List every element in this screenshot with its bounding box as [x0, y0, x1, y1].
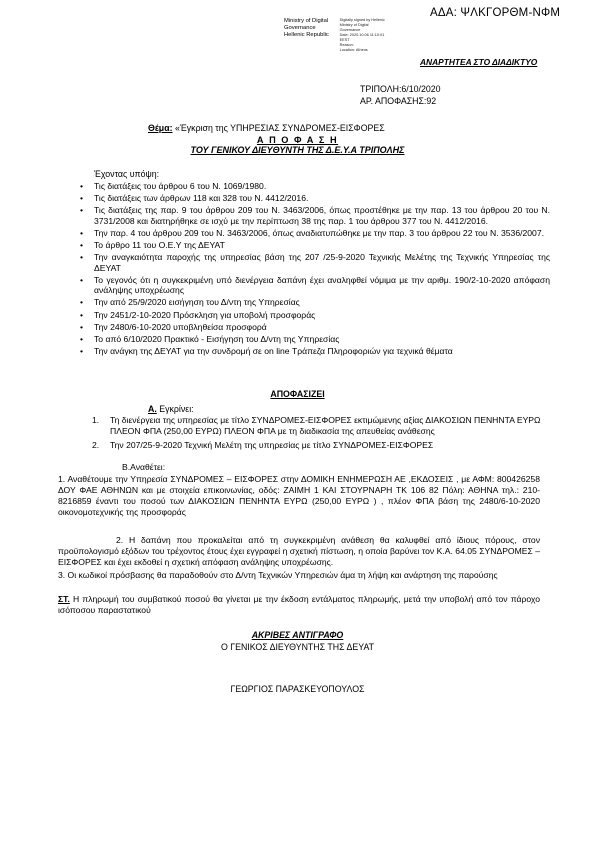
approve-text: Εγκρίνει: [156, 404, 194, 414]
signature-detail-line: Location: Athens [339, 48, 368, 52]
approve-list [92, 415, 547, 454]
approve-heading [148, 404, 194, 415]
decides-heading: ΑΠΟΦΑΣΙΖΕΙ [270, 389, 325, 399]
approve-label: Α. [148, 404, 157, 414]
director-title: ΤΟΥ ΓΕΝΙΚΟΥ ΔΙΕΥΘΥΝΤΗ ΤΗΣ Δ.Ε.Υ.Α ΤΡΙΠΟΛΗΣ [190, 145, 405, 155]
issuer-line: Ministry of Digital [284, 18, 329, 24]
payment-label: ΣΤ. [58, 594, 70, 604]
signature-detail-line: Digitally signed by Hellenic [339, 18, 385, 22]
consideration-item: • Τις διατάξεις της παρ. 9 του άρθρου 209 του Ν. 3463/2006, όπως προστέθηκε με την παρ. 13 του άρθρου 20 του Ν. 3731/2008 και διατηρήθηκε σε ισχύ με την περίπτωση 38 της παρ. 1 του άρθρου 377 του Ν. 4412/2016. [80, 205, 550, 226]
general-manager-title: Ο ΓΕΝΙΚΟΣ ΔΙΕΥΘΥΝΤΗΣ ΤΗΣ ΔΕΥΑΤ [220, 642, 375, 652]
signature-issuer [284, 18, 336, 39]
consideration-item: • Την από 25/9/2020 εισήγηση του Δ/ντη της Υπηρεσίας [80, 297, 550, 308]
place-date: ΤΡΙΠΟΛΗ:6/10/2020 [360, 84, 441, 94]
consideration-item: • Τις διατάξεις των άρθρων 118 και 328 του Ν. 4412/2016. [80, 193, 550, 204]
ada-code: ΑΔΑ: ΨΛΚΓΟΡΘΜ-ΝΦΜ [430, 7, 561, 19]
consideration-item: • Την παρ. 4 του άρθρου 209 του Ν. 3463/2006, όπως αναδιατυπώθηκε με την παρ. 3 του άρθρου 22 του Ν. 3536/2007. [80, 228, 550, 239]
consideration-item: • Το γεγονός ότι η συγκεκριμένη υπό διενέργεια δαπάνη έχει αναληφθεί νόμιμα με την αριθμ. 190/2-10-2020 απόφαση ανάληψης υποχρέωσης [80, 275, 550, 296]
signature-details [340, 18, 385, 53]
signature-detail-line: Ministry of Digital [339, 23, 369, 27]
issuer-line: Hellenic Republic [284, 32, 329, 38]
consideration-item: • Την 2451/2-10-2020 Πρόσκληση για υποβολή προσφοράς [80, 310, 550, 321]
decision-title: Α Π Ο Φ Α Σ Η [256, 135, 339, 145]
consideration-item: • Την ανάγκη της ΔΕΥΑΤ για την συνδρομή σε on line Τράπεζα Πληροφοριών για τεχνικά θέματα [80, 346, 550, 357]
signature-detail-line: Governance [339, 28, 361, 32]
approve-item-text: Τη διενέργεια της υπηρεσίας με τίτλο ΣΥΝΔΡΟΜΕΣ-ΕΙΣΦΟΡΕΣ εκτιμώμενης αξίας ΔΙΑΚΟΣΙΩΝ ΠΕΝΗΝΤΑ ΕΥΡΩ ΠΛΕΟΝ ΦΠΑ (250,00 ΕΥΡΩ) ΠΛΕΟΝ ΦΠΑ με τη διαδικασία της απευθείας ανάθεσης [110, 415, 541, 436]
approve-item [92, 415, 547, 437]
funding-paragraph: 2. Η δαπάνη που προκαλείται από τη συγκεκριμένη ανάθεση θα καλυφθεί από ίδιους πόρους, στον προϋπολογισμό εξόδων του τρέχοντος έτους έχει εγγραφεί η σχετική πίστωση, η οποία βαρύνει τον Κ.Α. 64.05 ΣΥΝΔΡΟΜΕΣ – ΕΙΣΦΟΡΕΣ και έχει εκδοθεί η σχετική απόφαση ανάληψης υποχρέωσης. [58, 535, 540, 567]
signature-detail-line: Date: 2020.10.06 11:10:01 [339, 33, 385, 37]
considerations-list [80, 181, 550, 358]
posting-notice: ΑΝΑΡΤΗΤΕΑ ΣΤΟ ΔΙΑΔΙΚΤΥΟ [420, 57, 538, 67]
exact-copy-label: ΑΚΡΙΒΕΣ ΑΝΤΙΓΡΑΦΟ [251, 630, 344, 640]
subject-line [148, 123, 385, 134]
general-manager-name: ΓΕΩΡΓΙΟΣ ΠΑΡΑΣΚΕΥΟΠΟΥΛΟΣ [230, 684, 365, 694]
access-codes-paragraph: 3. Οι κωδικοί πρόσβασης θα παραδοθούν στο Δ/ντη Τεχνικών Υπηρεσιών άμα τη λήψη και ανάρτηση της παρούσης [58, 570, 498, 580]
signature-detail-line: Reason: [339, 43, 354, 47]
approve-item-number: 1. [92, 415, 100, 425]
consideration-item: • Την αναγκαιότητα παροχής της υπηρεσίας βάση της 207 /25-9-2020 Τεχνικής Μελέτης της Τεχνικής Υπηρεσίας της ΔΕΥΑΤ [80, 252, 550, 273]
issuer-line: Governance [284, 25, 316, 31]
consideration-item: • Την 2480/6-10-2020 υποβληθείσα προσφορά [80, 322, 550, 333]
payment-text: Η πληρωμή του συμβατικού ποσού θα γίνεται με την έκδοση εντάλματος πληρωμής, μετά την υποβολή από τον πάροχο ισόποσου παραστατικού [58, 594, 540, 615]
consideration-item: • Το από 6/10/2020 Πρακτικό - Εισήγηση του Δ/ντη της Υπηρεσίας [80, 334, 550, 345]
assign-heading: Β.Αναθέτει: [122, 462, 166, 472]
consideration-item: • Το άρθρο 11 του Ο.Ε.Υ της ΔΕΥΑΤ [80, 240, 550, 251]
payment-paragraph [58, 594, 540, 616]
approve-item-text: Την 207/25-9-2020 Τεχνική Μελέτη της υπηρεσίας με τίτλο ΣΥΝΔΡΟΜΕΣ-ΕΙΣΦΟΡΕΣ [110, 440, 434, 450]
assignment-paragraph: 1. Αναθέτουμε την Υπηρεσία ΣΥΝΔΡΟΜΕΣ – ΕΙΣΦΟΡΕΣ στην ΔΟΜΙΚΗ ΕΝΗΜΕΡΩΣΗ ΑΕ ,ΕΚΔΟΣΕΙΣ , με ΑΦΜ: 800426258 ΔΟΥ ΦΑΕ ΑΘΗΝΩΝ και με στοιχεία επικοινωνίας, οδός: ΖΑΙΜΗ 1 ΚΑΙ ΣΤΟΥΡΝΑΡΗ ΤΚ 106 82 Πόλη: ΑΘΗΝΑ τηλ.: 210-8216859 έναντι του ποσού των ΔΙΑΚΟΣΙΩΝ ΠΕΝΗΝΤΑ ΕΥΡΩ (250,00 ΕΥΡΩ ) , πλέον ΦΠΑ βάση της 2480/6-10-2020 οικονομοτεχνικής της προσφοράς [58, 474, 540, 517]
approve-item-number: 2. [92, 440, 100, 450]
digital-signature-block [284, 18, 385, 53]
signature-detail-line: EEST [339, 38, 350, 42]
subject-label: Θέμα: [148, 123, 173, 133]
subject-text: «Έγκριση της ΥΠΗΡΕΣΙΑΣ ΣΥΝΔΡΟΜΕΣ-ΕΙΣΦΟΡΕΣ [172, 123, 385, 133]
having-considered-label: Έχοντας υπόψη: [94, 169, 160, 179]
consideration-item: • Τις διατάξεις του άρθρου 6 του Ν. 1069/1980. [80, 181, 550, 192]
decision-number: ΑΡ. ΑΠΟΦΑΣΗΣ:92 [360, 96, 437, 106]
approve-item [92, 440, 547, 451]
